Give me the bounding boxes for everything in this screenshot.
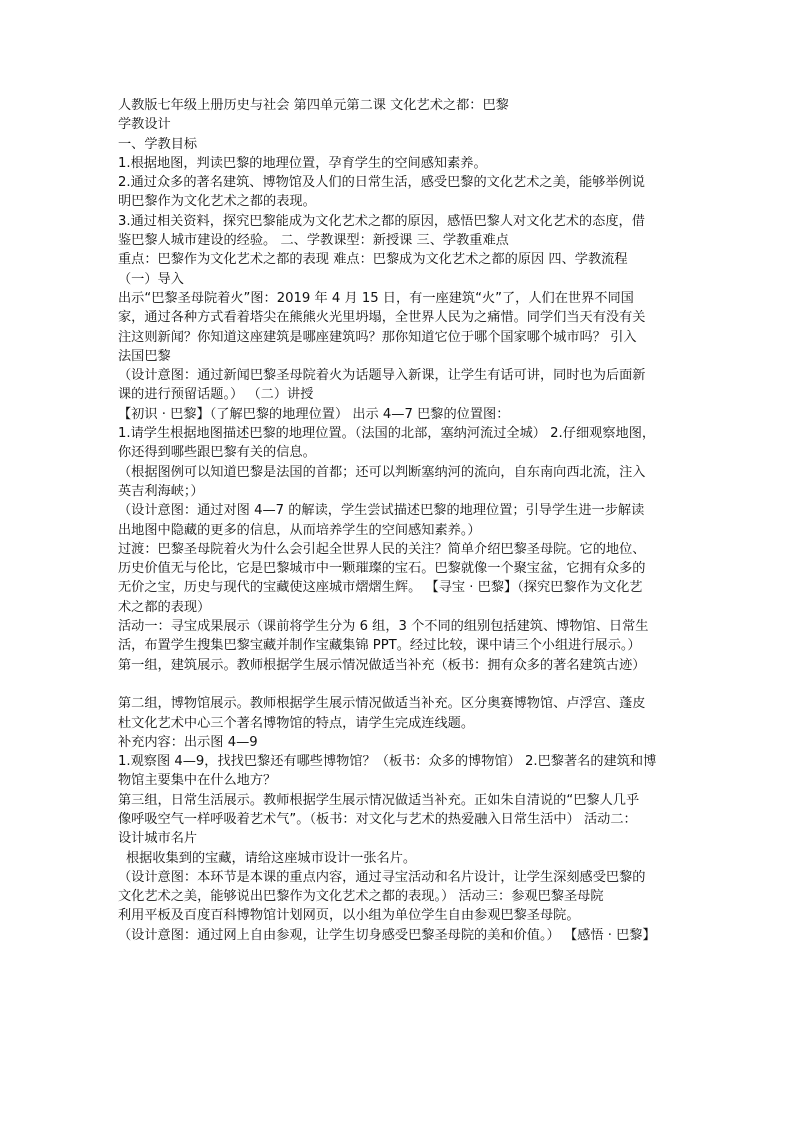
- text-line: 无价之宝，历史与现代的宝藏使这座城市熠熠生辉。 【寻宝 · 巴黎】（探究巴黎作为文化艺: [118, 580, 643, 596]
- text-line: 历史价值无与伦比，它是巴黎城市中一颗璀璨的宝石。巴黎就像一个聚宝盆，它拥有众多的: [118, 561, 646, 577]
- text-line: （设计意图：通过网上自由参观，让学生切身感受巴黎圣母院的美和价值。） 【感悟 · 巴黎】: [118, 927, 656, 943]
- text-line: 家，通过各种方式看着塔尖在熊熊火光里坍塌，全世界人民为之痛惜。同学们当天有没有关: [118, 310, 646, 326]
- text-line: 术之都的表现）: [118, 599, 211, 615]
- text-line: 1.请学生根据地图描述巴黎的地理位置。（法国的北部，塞纳河流过全城） 2.仔细观察地图，: [118, 426, 656, 442]
- doc-title: 人教版七年级上册历史与社会 第四单元第二课 文化艺术之都：巴黎: [118, 98, 509, 113]
- text-line: 课的进行预留话题。） （二）讲授: [118, 387, 314, 403]
- doc-subtitle: 学教设计: [118, 117, 171, 133]
- text-line: 像呼吸空气一样呼吸着艺术气”。（板书：对文化与艺术的热爱融入日常生活中） 活动二：: [118, 811, 637, 827]
- text-line: （设计意图：本环节是本课的重点内容，通过寻宝活动和名片设计，让学生深刻感受巴黎的: [118, 869, 646, 885]
- text-line: 文化艺术之美，能够说出巴黎作为文化艺术之都的表现。） 活动三：参观巴黎圣母院: [118, 889, 604, 905]
- text-line: 重点：巴黎作为文化艺术之都的表现 难点：巴黎成为文化艺术之都的原因 四、学教流程: [118, 252, 628, 268]
- text-line: 第二组，博物馆展示。教师根据学生展示情况做适当补充。区分奥赛博物馆、卢浮宫、蓬皮: [118, 696, 646, 712]
- text-line: 3.通过相关资料，探究巴黎能成为文化艺术之都的原因，感悟巴黎人对文化艺术的态度，借: [118, 213, 645, 229]
- text-line: 第三组，日常生活展示。教师根据学生展示情况做适当补充。正如朱自清说的“巴黎人几乎: [118, 792, 640, 808]
- text-line: 鉴巴黎人城市建设的经验。 二、学教课型：新授课 三、学教重难点: [118, 233, 509, 249]
- text-line: 你还得到哪些跟巴黎有关的信息。: [118, 445, 316, 461]
- text-line: 杜文化艺术中心三个著名博物馆的特点，请学生完成连线题。: [118, 715, 475, 731]
- text-line: 活，布置学生搜集巴黎宝藏并制作宝藏集锦 PPT。经过比较，课中请三个小组进行展示。）: [118, 638, 641, 654]
- text-line: （设计意图：通过新闻巴黎圣母院着火为话题导入新课，让学生有话可讲，同时也为后面新: [118, 368, 646, 384]
- section-heading-goals: 一、学教目标: [118, 136, 198, 152]
- text-line: 2.通过众多的著名建筑、博物馆及人们的日常生活，感受巴黎的文化艺术之美，能够举例说: [118, 175, 645, 191]
- text-line: 利用平板及百度百科博物馆计划网页，以小组为单位学生自由参观巴黎圣母院。: [118, 908, 580, 924]
- text-line: 【初识 · 巴黎】（了解巴黎的地理位置） 出示 4—7 巴黎的位置图：: [118, 406, 510, 422]
- text-line: 根据收集到的宝藏，请给这座城市设计一张名片。: [126, 850, 417, 866]
- text-line: 第一组，建筑展示。教师根据学生展示情况做适当补充（板书：拥有众多的著名建筑古迹）: [118, 657, 646, 673]
- text-line: 活动一：寻宝成果展示（课前将学生分为 6 组，3 个不同的组别包括建筑、博物馆、日常生: [118, 619, 649, 635]
- text-line: 过渡：巴黎圣母院着火为什么会引起全世界人民的关注？简单介绍巴黎圣母院。它的地位、: [118, 541, 646, 557]
- text-line: 设计城市名片: [118, 831, 198, 847]
- text-line: 补充内容：出示图 4—9: [118, 734, 258, 750]
- text-line: 出地图中隐藏的更多的信息，从而培养学生的空间感知素养。）: [118, 522, 481, 538]
- text-line: 出示“巴黎圣母院着火”图：2019 年 4 月 15 日，有一座建筑“火”了，人们在世界不同国: [118, 290, 634, 306]
- text-line: 1.观察图 4—9，找找巴黎还有哪些博物馆？（板书：众多的博物馆） 2.巴黎著名的建筑和博: [118, 754, 657, 770]
- text-line: 英吉利海峡；）: [118, 483, 204, 499]
- text-line: 注这则新闻？你知道这座建筑是哪座建筑吗？那你知道它位于哪个国家哪个城市吗？ 引入: [118, 329, 637, 345]
- text-line: 物馆主要集中在什么地方？: [118, 773, 277, 789]
- document-page: [118, 96, 684, 945]
- blank-line: [118, 675, 684, 694]
- text-line: （一）导入: [118, 271, 184, 287]
- text-line: （设计意图：通过对图 4—7 的解读，学生尝试描述巴黎的地理位置；引导学生进一步解读: [118, 503, 645, 519]
- text-line: 明巴黎作为文化艺术之都的表现。: [118, 194, 316, 210]
- text-line: 法国巴黎: [118, 348, 171, 364]
- text-line: （根据图例可以知道巴黎是法国的首都；还可以判断塞纳河的流向，自东南向西北流，注入: [118, 464, 646, 480]
- text-line: 1.根据地图，判读巴黎的地理位置，孕育学生的空间感知素养。: [118, 155, 487, 171]
